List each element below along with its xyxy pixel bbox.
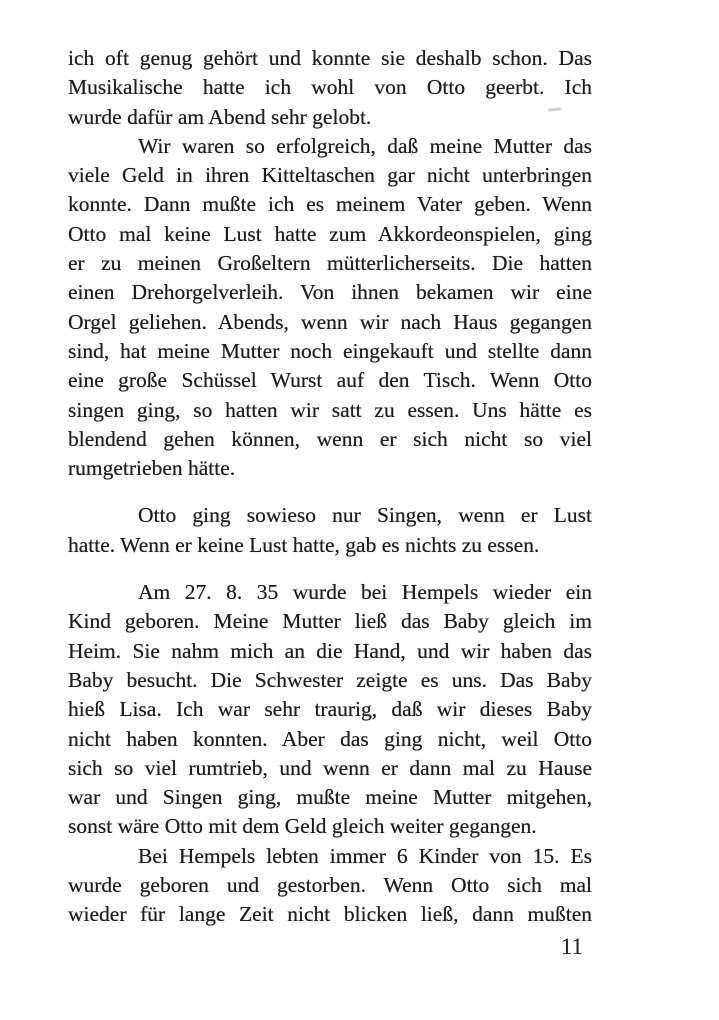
text-line: sonst wäre Otto mit dem Geld gleich weiter gegangen.: [68, 814, 537, 839]
paragraph: [68, 132, 592, 484]
text-line: Heim. Sie nahm mich an die Hand, und wir haben das: [68, 638, 592, 663]
text-line: Am 27. 8. 35 wurde bei Hempels wieder ein: [138, 580, 592, 605]
text-line: Kind geboren. Meine Mutter ließ das Baby gleich im: [68, 609, 592, 634]
text-line: Otto ging sowieso nur Singen, wenn er Lust: [138, 503, 592, 528]
text-line: wieder für lange Zeit nicht blicken ließ, dann mußten: [68, 902, 592, 927]
text-line: Musikalische hatte ich wohl von Otto geerbt. Ich: [68, 75, 592, 100]
text-line: Otto mal keine Lust hatte zum Akkordeonspielen, ging: [68, 221, 592, 246]
paragraph: [68, 44, 592, 132]
text-line: Bei Hempels lebten immer 6 Kinder von 15. Es: [138, 843, 592, 868]
text-line: eine große Schüssel Wurst auf den Tisch. Wenn Otto: [68, 368, 592, 393]
text-line: einen Drehorgelverleih. Von ihnen bekamen wir eine: [68, 280, 592, 305]
paragraph: [68, 578, 592, 842]
text-line: er zu meinen Großeltern mütterlicherseits. Die hatten: [68, 251, 592, 276]
paragraph: [68, 501, 592, 560]
text-line: Baby besucht. Die Schwester zeigte es uns. Das Baby: [68, 667, 592, 692]
text-line: wurde geboren und gestorben. Wenn Otto sich mal: [68, 873, 592, 898]
page-text: [68, 44, 592, 930]
text-line: hatte. Wenn er keine Lust hatte, gab es nichts zu essen.: [68, 532, 540, 557]
text-line: ich oft genug gehört und konnte sie deshalb schon. Das: [68, 46, 592, 70]
text-line: Orgel geliehen. Abends, wenn wir nach Haus gegangen: [68, 309, 592, 334]
text-line: hieß Lisa. Ich war sehr traurig, daß wir dieses Baby: [68, 697, 592, 722]
text-line: blendend gehen können, wenn er sich nicht so viel: [68, 426, 592, 451]
page-number: 11: [560, 934, 583, 959]
paragraph: [68, 842, 592, 930]
text-line: singen ging, so hatten wir satt zu essen. Uns hätte es: [68, 397, 592, 422]
text-line: konnte. Dann mußte ich es meinem Vater geben. Wenn: [68, 192, 592, 217]
text-line: wurde dafür am Abend sehr gelobt.: [68, 104, 372, 129]
text-line: sind, hat meine Mutter noch eingekauft und stellte dann: [68, 338, 592, 363]
text-line: Wir waren so erfolgreich, daß meine Mutter das: [138, 133, 592, 158]
text-line: war und Singen ging, mußte meine Mutter mitgehen,: [68, 785, 592, 810]
text-line: nicht haben konnten. Aber das ging nicht, weil Otto: [68, 726, 592, 751]
text-line: rumgetrieben hätte.: [68, 456, 236, 481]
text-line: viele Geld in ihren Kitteltaschen gar nicht unterbringen: [68, 163, 592, 188]
text-line: sich so viel rumtrieb, und wenn er dann mal zu Hause: [68, 755, 592, 780]
